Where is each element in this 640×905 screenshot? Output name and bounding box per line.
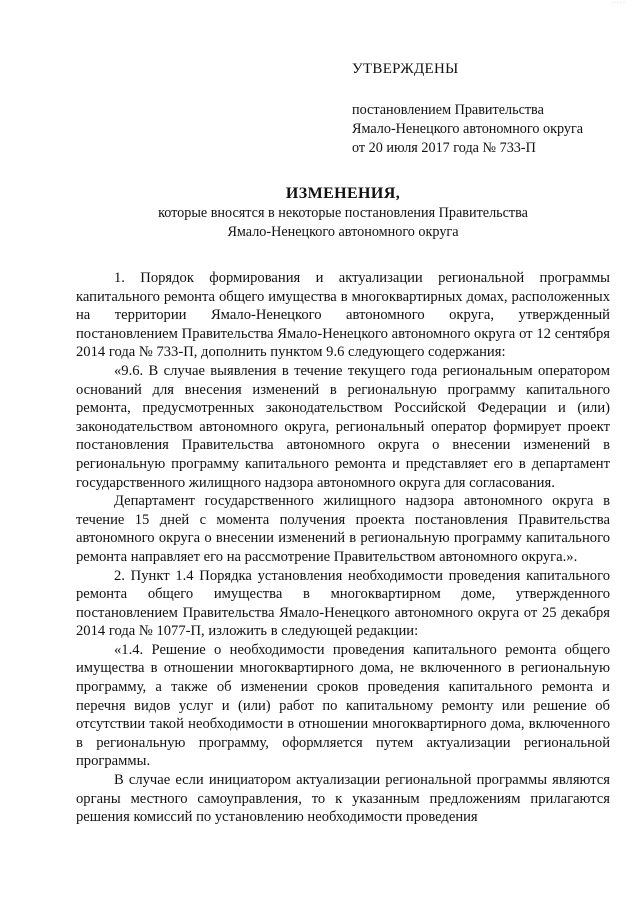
approval-stamp [352, 60, 622, 158]
document-subtitle-line-1: которые вносятся в некоторые постановления Правительства [158, 205, 528, 221]
paragraph-quote-9-6: «9.6. В случае выявления в течение текущего года региональным оператором оснований для внесения изменений в региональную программу капитального ремонта, предусмотренных законодательством Российской Федерации и (или) законодательством автономного округа, региональный оператор формирует проект постановления Правительства автономного округа о внесении изменений в региональную программу капитального ремонта и представляет его в департамент государственного жилищного надзора автономного округа для согласования. [76, 362, 610, 491]
corner-mark: ····· [611, 0, 626, 6]
approval-line-2: Ямало-Ненецкого автономного округа [352, 121, 584, 137]
document-title-block [76, 184, 610, 242]
paragraph-department: Департамент государственного жилищного надзора автономного округа в течение 15 дней с момента получения проекта постановления Правительства автономного округа о внесении изменений в региональную программу капитального ремонта направляет его на рассмотрение Правительством автономного округа.». [76, 493, 610, 565]
paragraph-quote-1-4: «1.4. Решение о необходимости проведения капитального ремонта общего имущества в отношении многоквартирного дома, не включенного в региональную программу, а также об изменении сроков проведения капитального ремонта и перечня видов услуг и (или) работ по капитальному ремонту или решение об отсутствии такой необходимости в отношении многоквартирного дома, включенного в региональную программу, оформляется путем актуализации региональной программы. [76, 641, 610, 770]
document-subtitle-line-2: Ямало-Ненецкого автономного округа [227, 224, 459, 240]
approval-line-1: постановлением Правительства [352, 102, 544, 118]
document-title: ИЗМЕНЕНИЯ, [285, 185, 401, 202]
paragraph-item-1: 1. Порядок формирования и актуализации региональной программы капитального ремонта общего имущества в многоквартирных домах, расположенных на территории Ямало-Ненецкого автономного округа, утвержденный постановлением Правительства Ямало-Ненецкого автономного округа от 12 сентября 2014 года № 733-П, дополнить пунктом 9.6 следующего содержания: [76, 270, 610, 361]
approved-heading: УТВЕРЖДЕНЫ [352, 61, 459, 77]
paragraph-initiator: В случае если инициатором актуализации региональной программы являются органы местного самоуправления, то к указанным предложениям прилагаются решения комиссий по установлению необходимости проведения [76, 772, 610, 826]
document-body [76, 269, 610, 827]
approval-line-3: от 20 июля 2017 года № 733-П [352, 140, 536, 156]
paragraph-item-2: 2. Пункт 1.4 Порядка установления необходимости проведения капитального ремонта общего имущества в многоквартирном доме, утвержденного постановлением Правительства Ямало-Ненецкого автономного округа от 25 декабря 2014 года № 1077-П, изложить в следующей редакции: [76, 567, 610, 640]
